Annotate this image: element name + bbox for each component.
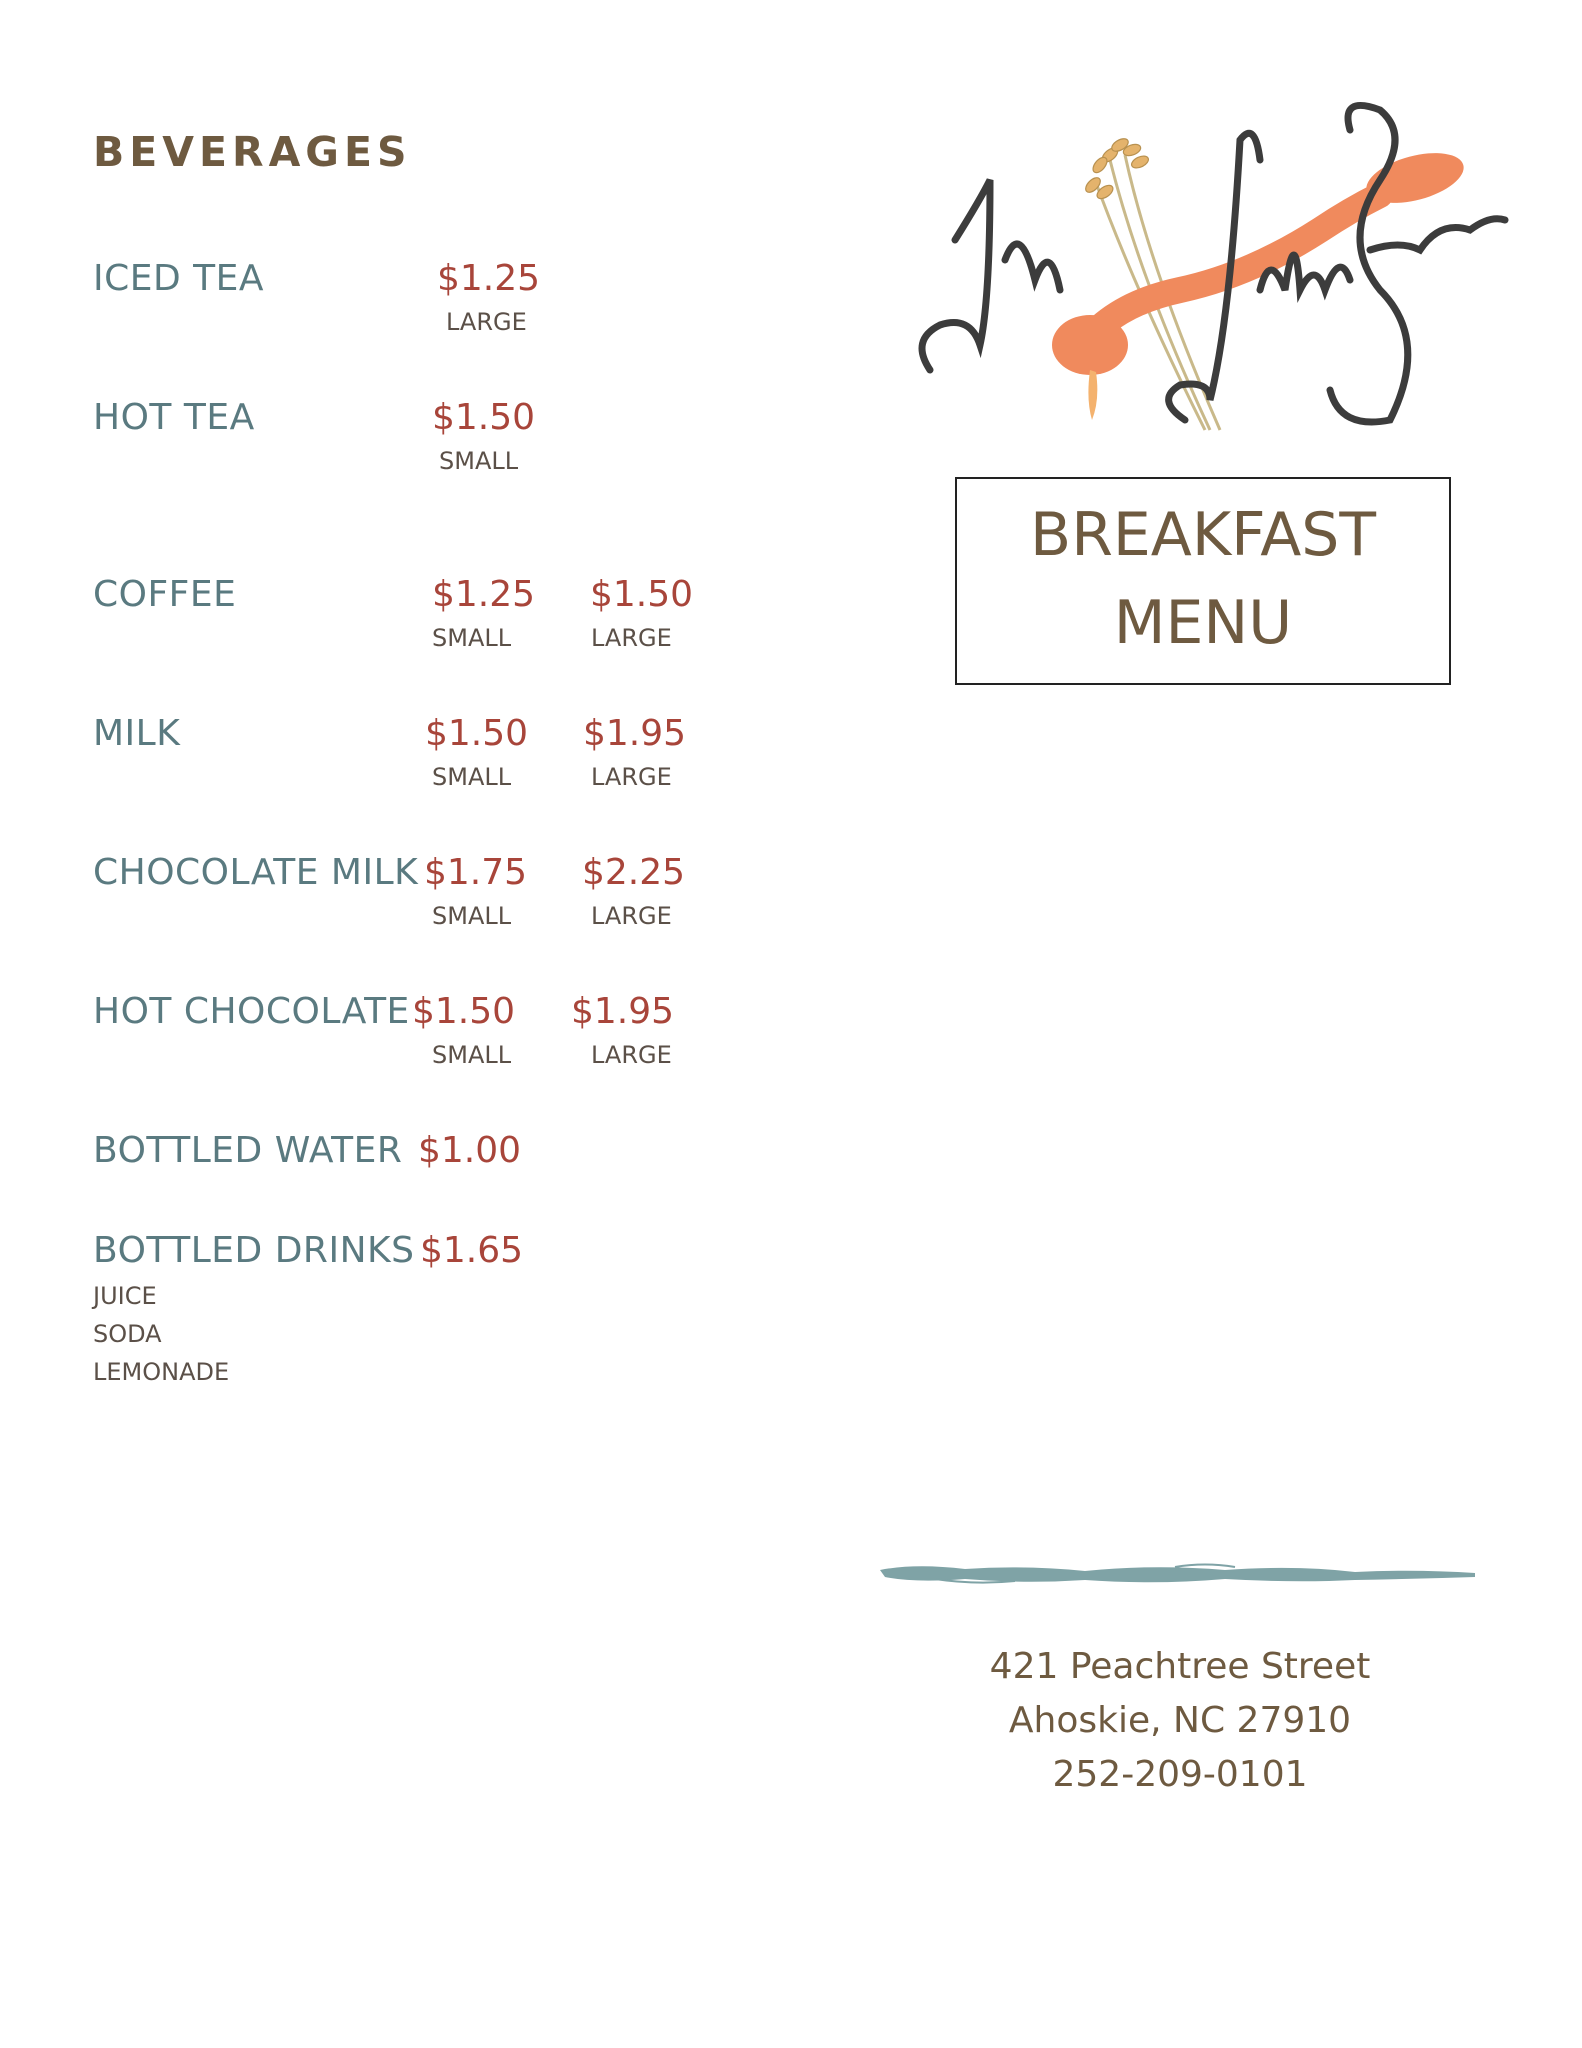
section-title-beverages: BEVERAGES: [93, 128, 412, 176]
item-size: SMALL: [432, 624, 512, 652]
item-name: MILK: [93, 713, 181, 754]
item-price: $1.95: [571, 991, 675, 1032]
item-name: BOTTLED DRINKS: [93, 1230, 415, 1271]
spoon-wheat-logo: [910, 100, 1510, 445]
sub-item: LEMONADE: [93, 1358, 230, 1386]
item-price: $1.50: [432, 397, 536, 438]
menu-item: [0, 397, 760, 527]
sub-item: JUICE: [93, 1282, 157, 1310]
item-size: SMALL: [439, 447, 519, 475]
item-name: HOT CHOCOLATE: [93, 991, 410, 1032]
menu-item: [0, 713, 760, 843]
menu-title-line-1: BREAKFAST: [1030, 500, 1376, 570]
item-size: LARGE: [446, 308, 527, 336]
menu-item: [0, 852, 760, 982]
menu-title-line-2: MENU: [1113, 588, 1293, 658]
menu-item: [0, 258, 760, 388]
item-price: $1.25: [437, 258, 541, 299]
item-name: BOTTLED WATER: [93, 1130, 403, 1171]
address-street: 421 Peachtree Street: [989, 1646, 1371, 1687]
item-size: SMALL: [432, 902, 512, 930]
item-name: CHOCOLATE MILK: [93, 852, 419, 893]
item-size: LARGE: [591, 902, 672, 930]
item-name: HOT TEA: [93, 397, 255, 438]
item-name: COFFEE: [93, 574, 237, 615]
menu-item: [0, 991, 760, 1121]
item-size: LARGE: [591, 1041, 672, 1069]
address-city: Ahoskie, NC 27910: [1008, 1700, 1352, 1741]
item-size: SMALL: [432, 763, 512, 791]
item-name: ICED TEA: [93, 258, 265, 299]
item-size: LARGE: [591, 624, 672, 652]
item-price: $1.65: [420, 1230, 524, 1271]
item-price: $1.95: [583, 713, 687, 754]
item-price: $1.50: [412, 991, 516, 1032]
menu-item: [0, 574, 760, 704]
item-price: $1.00: [418, 1130, 522, 1171]
brush-stroke-divider: [875, 1555, 1480, 1595]
item-price: $1.50: [590, 574, 694, 615]
sub-item: SODA: [93, 1320, 162, 1348]
menu-title-box: [955, 477, 1451, 685]
item-size: LARGE: [591, 763, 672, 791]
menu-item: [0, 1230, 760, 1410]
item-price: $1.25: [432, 574, 536, 615]
item-size: SMALL: [432, 1041, 512, 1069]
address-phone: 252-209-0101: [1052, 1754, 1308, 1795]
item-price: $1.75: [424, 852, 528, 893]
item-price: $1.50: [425, 713, 529, 754]
address-block: [900, 1640, 1460, 1802]
item-price: $2.25: [582, 852, 686, 893]
